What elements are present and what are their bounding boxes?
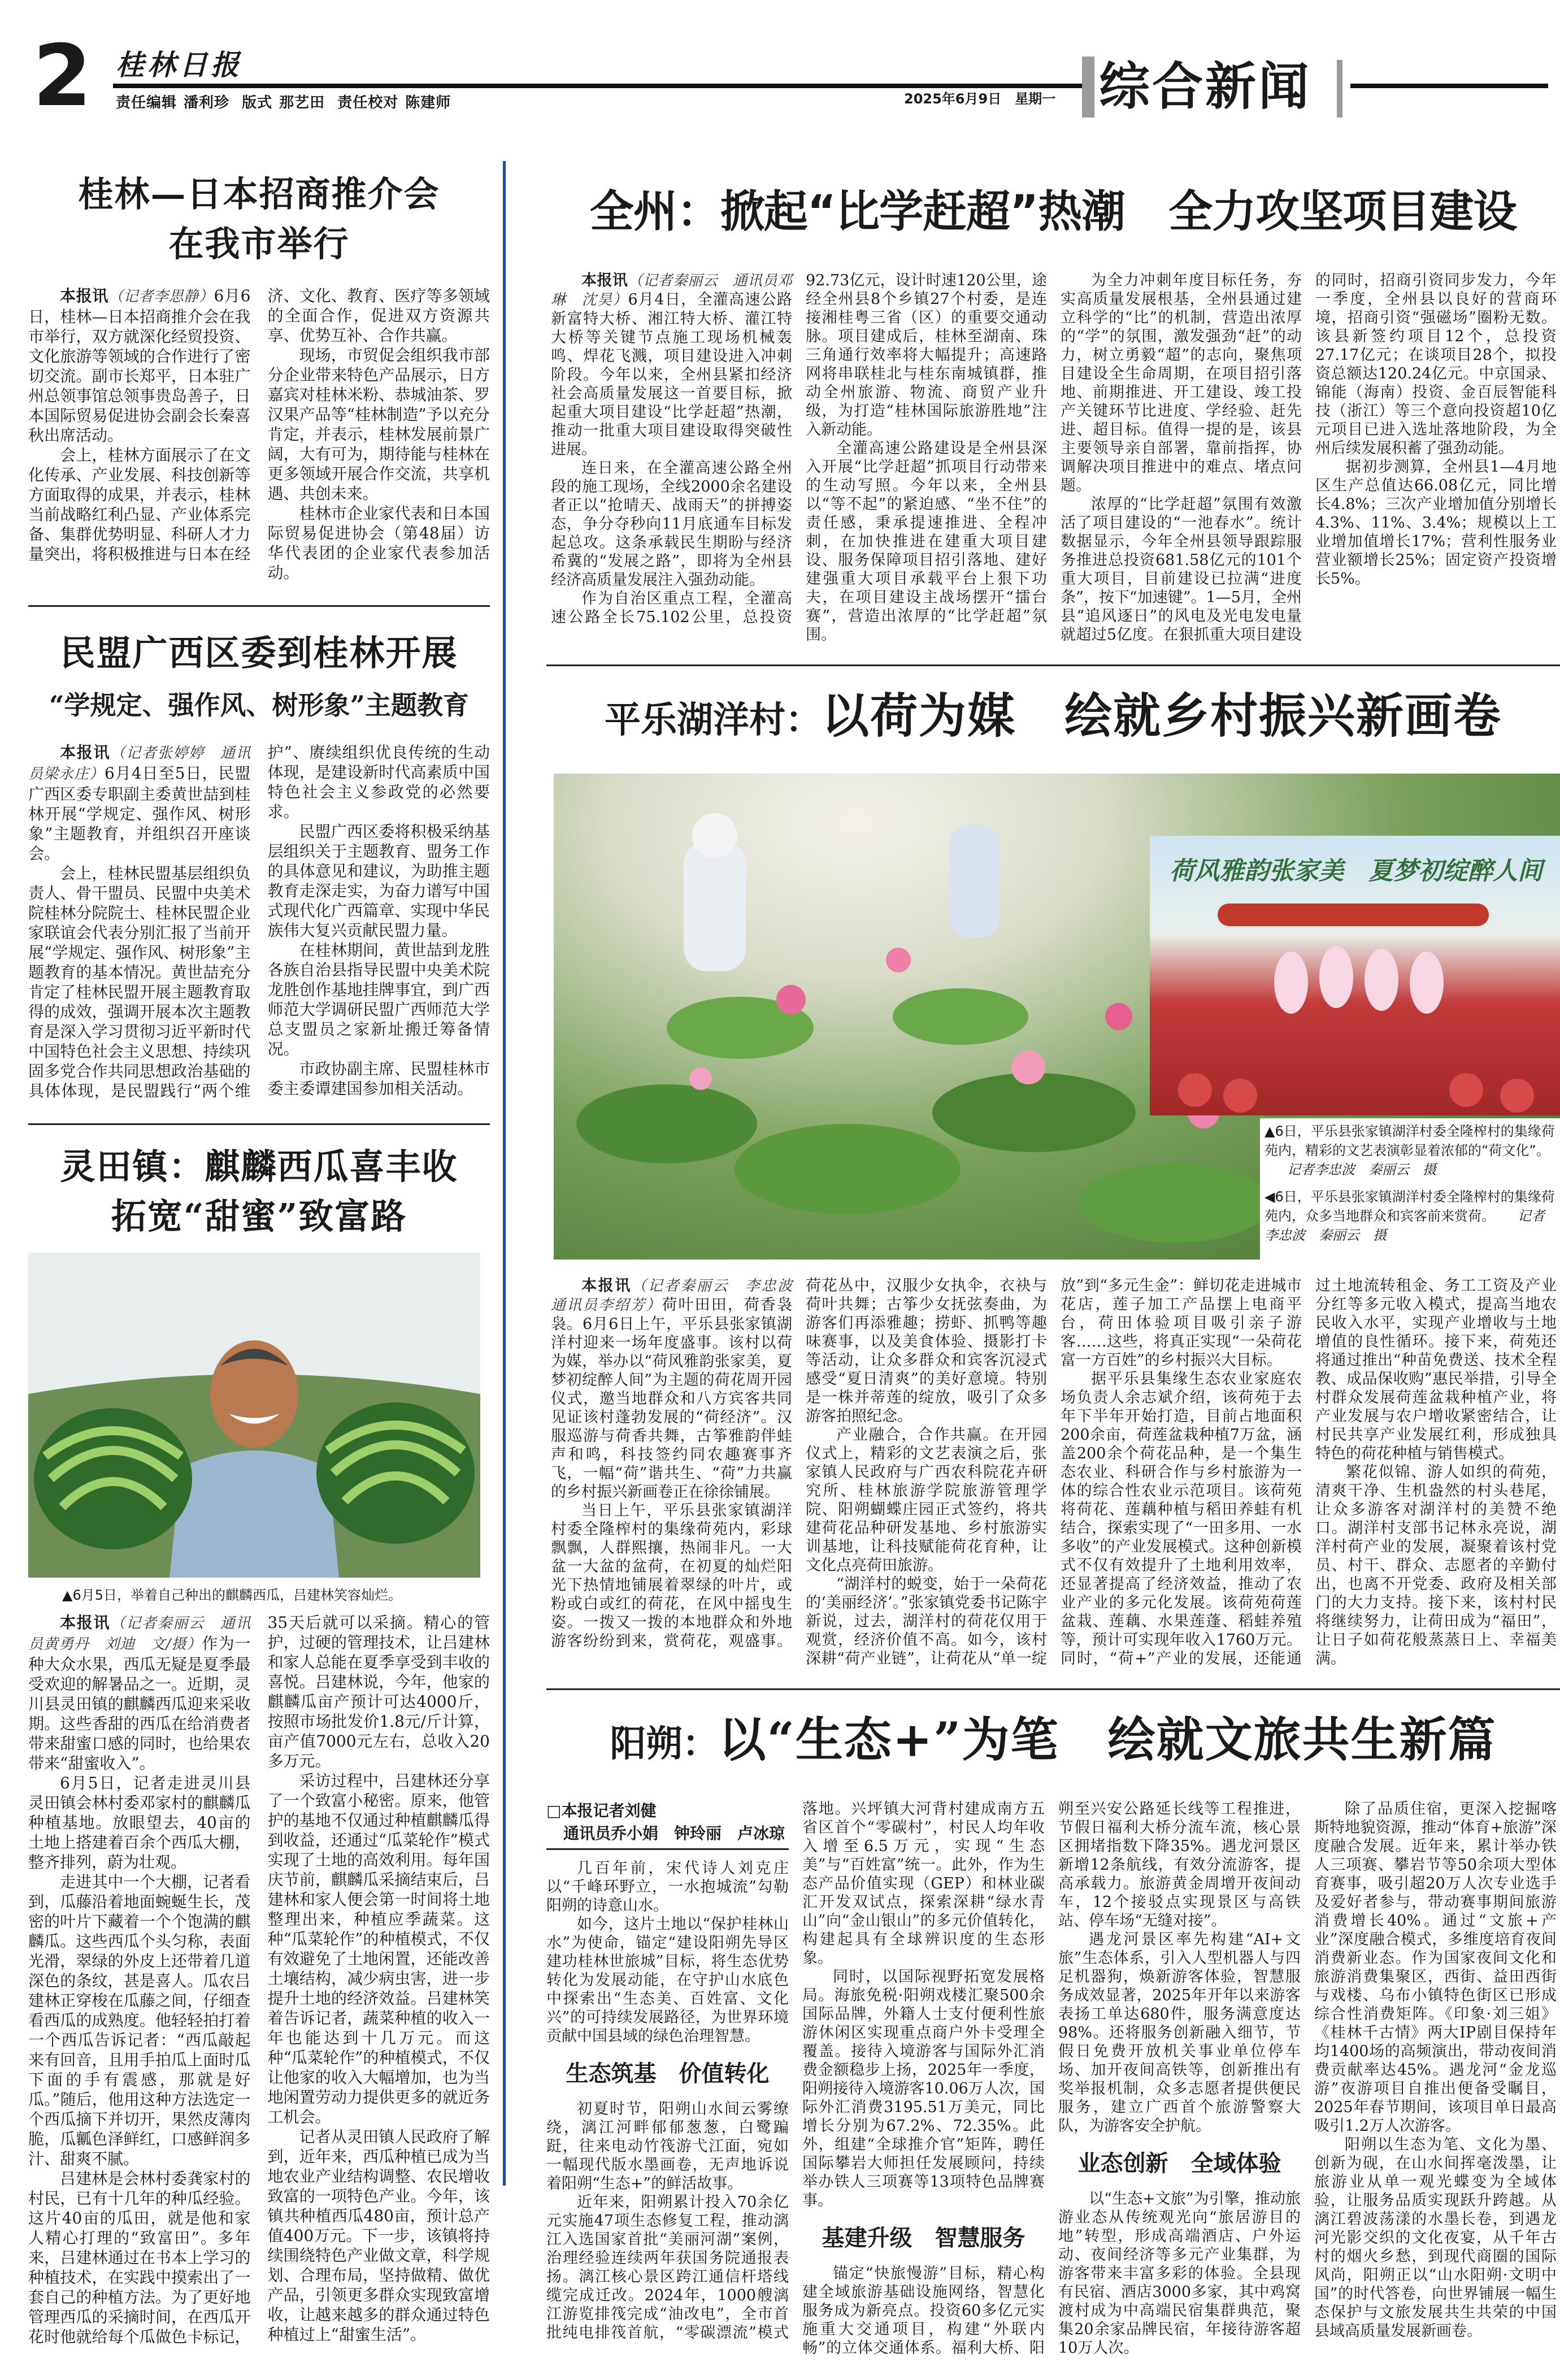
paragraph: 遇龙河景区率先构建“AI+文旅”生态体系，引入人型机器人与四足机器狗，焕新游客体验，智慧服务成效显著，2025年开年以来游客表扬工单达680件，服务满意度达98%。还将服务创新融入细节，节假日免费开放机关事业单位停车场、加开夜间高铁等，创新推出有奖举报机制，众多志愿者提供便民服务，建立广西首个旅游警察大队，为游客安全护航。 xyxy=(1058,1931,1301,2135)
watermelon-farmer-photo xyxy=(28,1253,480,1578)
caption-box xyxy=(1260,1118,1560,1260)
paragraph: 走进其中一个大棚，记者看到，瓜藤沿着地面蜿蜒生长，茂密的叶片下藏着一个个饱满的麒麟瓜。这些西瓜个头匀称，表面光滑，翠绿的外皮上还带着几道深色的条纹，甚是喜人。瓜农吕建林正穿梭在瓜藤之间，仔细查看西瓜的成熟度。他轻轻拍打着一个西瓜告诉记者：“西瓜敲起来有回音，且用手拍瓜上面时瓜下面的手有震感，那就是好瓜。”随后，他用这种方法选定一个西瓜摘下并切开，果然皮薄肉脆，瓜瓤色泽鲜红，口感鲜润多汁、甜爽不腻。 xyxy=(28,1873,251,2168)
newspaper-logo: 桂林日报 xyxy=(116,48,242,81)
photo-caption-watermelon: ▲6月5日，举着自己种出的麒麟西瓜，吕建林笑容灿烂。 xyxy=(62,1587,402,1603)
article-body-japan xyxy=(28,286,490,583)
headline-line: 拓宽“甜蜜”致富路 xyxy=(111,1196,407,1237)
article-body-pingle xyxy=(551,1276,1557,1668)
paragraph: 锚定“快旅慢游”目标，精心构建全域旅游基础设施网络，智慧化服务成为新亮点。投资60多亿元实施重大交通项目，构建“外联内畅”的立体交通体系。福利大桥、阳朔至兴安公路延长线等工程推进，节假日福利大桥分流车流，核心景区拥堵指数下降35%。遇龙河景区新增12条航线，有效分流游客，提高承载力。旅游黄金周增开夜间动车，12个接驳点实现景区与高铁站、停车场“无缝对接”。 xyxy=(802,1800,1301,2357)
caption-credit: 记者李忠波 秦丽云 摄 xyxy=(1264,1208,1545,1243)
lead-paragraph xyxy=(551,271,792,459)
paragraph: 市政协副主席、民盟桂林市委主委谭建国参加相关活动。 xyxy=(267,1059,490,1098)
farmer-illustration xyxy=(28,1253,480,1578)
paragraph: 据初步测算，全州县1—4月地区生产总值达66.08亿元，同比增长4.8%；三次产业增加值分别增长4.3%、11%、3.4%；规模以上工业增加值增长17%；营利性服务业营业额增长25%；固定资产投资增长5%。 xyxy=(1315,458,1557,588)
credit-label: 责任校对 xyxy=(337,94,399,111)
dateline-label: 本报讯 xyxy=(60,286,108,305)
headline-line: 桂林—日本招商推介会 xyxy=(78,173,440,215)
lead-paragraph xyxy=(28,742,251,863)
masthead-rule-right xyxy=(1350,84,1548,88)
headline-line: 在我市举行 xyxy=(168,223,350,264)
paragraph: 6月5日，记者走进灵川县灵田镇会林村委邓家村的麒麟瓜种植基地。放眼望去，40亩的土地上搭建着百余个西瓜大棚，整齐排列，蔚为壮观。 xyxy=(28,1774,251,1871)
photo-caption-1 xyxy=(1260,1118,1560,1179)
headline-line: 灵田镇：麒麟西瓜喜丰收 xyxy=(60,1146,458,1187)
article-body-watermelon xyxy=(28,1613,490,2347)
paragraph: 同时，以国际视野拓宽发展格局。海旅免税·阳朔戏楼汇聚500余国际品牌，外籍人士支付便利性旅游休闲区实现重点商户外卡受理全覆盖。接待入境游客与国际外汇消费金额稳步上扬，2025年一季度，阳朔接待入境游客10.06万人次，国际外汇消费3195.51万美元，同比增长分别为67.2%、72.35%。此外，组建“全球推介官”矩阵，聘任国际攀岩大师担任发展顾问，持续举办铁人三项赛等13项特色品牌赛事。 xyxy=(802,1968,1045,2209)
masthead-rule xyxy=(113,84,1082,88)
paragraph-text: 荷叶田田，荷香袅袅。6月6日上午，平乐县张家镇湖洋村迎来一场年度盛事。该村以荷为媒，举办以“荷风雅韵张家美，夏梦初绽醉人间”为主题的荷花周开园仪式，邀当地群众和八方宾客共同见证该村蓬勃发展的“荷经济”。汉服巡游与荷香共舞，古筝雅韵伴蛙声和鸣，科技签约同农趣赛事齐飞，一幅“荷”谐共生、“荷”力共赢的乡村振兴新画卷正在徐徐铺展。 xyxy=(551,1296,792,1501)
reporter-byline: （记者秦丽云 通讯员黄勇丹 刘迪 文/摄） xyxy=(28,1615,251,1653)
headline-minmeng xyxy=(28,626,490,730)
paragraph: 作为自治区重点工程，全灌高速公路全长75.102公里，总投资92.73亿元，设计时速120公里，途经全州县8个乡镇27个村委，是连接湘桂粤三省（区）的重要交通动脉。项目建成后，桂林至湖南、珠三角通行效率将大幅提升；高速路网将串联桂北与桂东南城镇群，推动全州旅游、物流、商贸产业升级，为打造“桂林国际旅游胜地”注入新动能。 xyxy=(551,272,1047,626)
paragraph: 采访过程中，吕建林还分享了一个致富小秘密。原来，他管护的基地不仅通过种植麒麟瓜得到收益，还通过“瓜菜轮作”模式实现了土地的高效利用。每年国庆节前，麒麟瓜采摘结束后，吕建林和家人便会第一时间将土地整理出来，种植应季蔬菜。这种“瓜菜轮作”的种植模式，不仅有效避免了土地闲置，还能改善土壤结构，减少病虫害，进一步提升土地的经济效益。吕建林笑着告诉记者，蔬菜种植的收入一年也能达到十几万元。而这种“瓜菜轮作”的种植模式，不仅让他家的收入大幅增加，也为当地闲置劳动力提供更多的就近务工机会。 xyxy=(267,1771,490,2126)
headline-pingle xyxy=(546,683,1560,762)
headline-kicker: 阳朔： xyxy=(610,1723,719,1765)
editor-credits xyxy=(116,93,458,112)
dateline-label: 本报讯 xyxy=(581,272,628,289)
headline-yangshuo xyxy=(546,1707,1560,1786)
caption-text: ◀6日，平乐县张家镇湖洋村委全隆榨村的集缘荷苑内，众多当地群众和宾客前来赏荷。 xyxy=(1264,1189,1555,1224)
paragraph-text: 6月4日，全灌高速公路新富特大桥、湘江特大桥、灌江特大桥等关键节点施工现场机械轰鸣、焊花飞溅，项目建设进入冲刺阶段。今年以来，全州县紧扣经济社会高质量发展这一首要目标，掀起重大项目建设“比学赶超”热潮，推动一批重大项目建设取得突破性进展。 xyxy=(551,291,792,458)
paragraph: 浓厚的“比学赶超”氛围有效激活了项目建设的“一池春水”。统计数据显示，今年全州县领导跟踪服务推进总投资681.58亿元的101个重大项目，目前建设已拉满“进度条”，按下“加速键”。1—5月，全州县“追风逐日”的风电及光电发电量就超过5亿度。在狠抓重大项目建设的同时，招商引资同步发力，今年一季度，全州县以良好的营商环境，招商引资“强磁场”圈粉无数。该县新签约项目12个，总投资27.17亿元；在谈项目28个，拟投资总额达120.24亿元。中京国录、锦能（海南）投资、金百辰智能科技（浙江）等三个意向投资超10亿元项目已进入选址落地阶段，为全州后续发展积蓄了强劲动能。 xyxy=(1061,272,1557,644)
reporter-byline: □本报记者刘健 xyxy=(546,1801,657,1820)
photo-caption-2 xyxy=(1260,1179,1560,1245)
paragraph: 桂林市企业家代表和日本国际贸易促进协会（第48届）访华代表团的企业家代表参加活动。 xyxy=(267,504,490,582)
paragraph: 在桂林期间，黄世喆到龙胜各族自治县指导民盟中央美术院龙胜创作基地挂牌事宜，到广西师范大学调研民盟广西师范大学总支盟员之家新址搬迁筹备情况。 xyxy=(267,941,490,1058)
lead-paragraph xyxy=(551,1276,807,1501)
column-divider xyxy=(503,161,506,2186)
paragraph: 会上，桂林民盟基层组织负责人、骨干盟员、民盟中央美术院桂林分院院士、桂林民盟企业家联谊会代表分别汇报了当前开展“学规定、强作风、树形象”主题教育的基本情况。黄世喆充分肯定了桂林民盟开展主题教育取得的成效，强调开展本次主题教育是深入学习贯彻习近平新时代中国特色社会主义思想、持续巩固多党合作共同思想政治基础的具体体现，是民盟践行“两个维护”、赓续组织优良传统的生动体现，是建设新时代高素质中国特色社会主义参政党的必然要求。 xyxy=(28,743,490,1100)
reporter-byline: （记者秦丽云 通讯员邓琳 沈昊） xyxy=(551,272,792,309)
divider xyxy=(28,1123,490,1125)
headline-line: “学规定、强作风、树形象”主题教育 xyxy=(49,690,469,720)
section-bar-left xyxy=(1082,57,1094,118)
dateline-label: 本报讯 xyxy=(581,1277,632,1295)
paragraph: 除了品质住宿，更深入挖掘喀斯特地貌资源，推动“体育+旅游”深度融合发展。近年来，累计举办铁人三项赛、攀岩节等50余项大型体育赛事，吸引超20万人次专业选手及爱好者参与，带动赛事期间旅游消费增长40%。通过“文旅+产业”深度融合模式，多维度培育夜间消费新业态。作为国家夜间文化和旅游消费集聚区，西街、益田西街与戏楼、乌布小镇特色街区已形成综合性消费矩阵。《印象·刘三姐》《桂林千古情》两大IP剧目保持年均1400场的高频演出，带动夜间消费贡献率达45%。遇龙河“金龙巡游”夜游项目自推出便备受瞩目，2025年春节期间，该项目单日最高吸引1.2万人次游客。 xyxy=(1314,1800,1557,2135)
paragraph-text: 作为一种大众水果，西瓜无疑是夏季最受欢迎的解暑品之一。近期，灵川县灵田镇的麒麟西瓜迎来采收期。这些香甜的西瓜在给消费者带来甜蜜口感的同时，也给果农带来“甜蜜收入”。 xyxy=(28,1634,251,1773)
reporter-byline: （记者李思静） xyxy=(108,288,214,305)
caption-text: ▲6日，平乐县张家镇湖洋村委全隆榨村的集缘荷苑内，精彩的文艺表演彰显着浓郁的“荷文化”。 xyxy=(1264,1123,1555,1158)
lead-paragraph xyxy=(28,1613,251,1773)
subheading: 业态创新 全域体验 xyxy=(1077,2151,1281,2177)
event-banner: 荷风雅韵张家美 夏梦初绽醉人间 xyxy=(1170,857,1542,885)
paragraph: “湖洋村的蜕变，始于一朵荷花的‘美丽经济’。”张家镇党委书记陈宇新说，过去，湖洋村的荷花仅用于观赏，经济价值不高。如今，该村深耕“荷产业链”，让荷花从“单一绽放”到“多元生金”：鲜切花走进城市花店，莲子加工产品摆上电商平台，荷田体验项目吸引亲子游客……这些，将真正实现“一朵荷花富一方百姓”的乡村振兴大目标。 xyxy=(806,1277,1302,1667)
reporter-byline: 通讯员乔小娟 钟玲丽 卢冰琼 xyxy=(546,1822,789,1850)
section-bar-right xyxy=(1337,60,1342,118)
paragraph: 连日来，在全灌高速公路全州段的施工现场，全线2000余名建设者正以“抢晴天、战雨天”的拼搏姿态，争分夺秒向11月底通车目标发起总攻。这条承载民生期盼与经济希冀的“发展之路”，即将为全州县经济高质量发展注入强劲动能。 xyxy=(551,459,792,589)
reporter-byline: （记者秦丽云 李忠波 通讯员李绍芳） xyxy=(551,1278,807,1314)
paragraph: 据平乐县集缘生态农业家庭农场负责人余志斌介绍，该荷苑于去年下半年开始打造，目前占地面积200余亩，荷莲盆栽种植7万盆，涵盖200余个荷花品种，是一个集生态农业、科研合作与乡村旅游为一体的综合性农业示范项目。该荷苑将荷花、莲藕种植与稻田养蛙有机结合，探索实现了“一田多用、一水多收”的产业发展模式。这种创新模式不仅有效提升了土地利用效率，还显著提高了经济效益，推动了农业产业的多元化发展。该荷苑荷莲盆栽、莲藕、水果莲蓬、稻蛙养殖等，预计可实现年收入1760万元。同时，“荷+”产业的发展，还能通过土地流转租金、务工工资及产业分红等多元收入模式，提高当地农民收入水平，实现产业增收与土地增值的良性循环。接下来，荷苑还将通过推出“种苗免费送、技术全程教、成品保收购”惠民举措，引导全村群众发展荷莲盆栽种植产业，将产业发展与农户增收紧密结合，让村民共享产业发展红利，形成独具特色的荷花种植与销售模式。 xyxy=(1061,1277,1557,1667)
paragraph: 当日上午，平乐县张家镇湖洋村委全隆榨村的集缘荷苑内，彩球飘飘，人群熙攘，热闹非凡。一大盆一大盆的盆荷，在初夏的灿烂阳光下热情地铺展着翠绿的叶片，或粉或白或红的荷花，在风中摇曳生姿。一拨又一拨的本地群众和外地游客纷纷到来，赏荷花，观盛事。荷花丛中，汉服少女执伞，衣袂与荷叶共舞；古筝少女抚弦奏曲，为游客们再添雅趣；捞虾、抓鸭等趣味赛事，以及美食体验、摄影打卡等活动，让众多群众和宾客沉浸式感受“夏日清爽”的美好意境。特别是一株并蒂莲的绽放，吸引了众多游客拍照纪念。 xyxy=(551,1277,1047,1650)
credit-label: 责任编辑 xyxy=(116,94,177,111)
article-body-minmeng xyxy=(28,742,490,1101)
paragraph: 初夏时节，阳朔山水间云雾缭绕，漓江河畔郁郁葱葱，白鹭蹁跹，往来电动竹筏游弋江面，宛如一幅现代版水墨画卷，无声地诉说着阳朔“生态+”的鲜活故事。 xyxy=(546,2100,789,2192)
paragraph: 会上，桂林方面展示了在文化传承、产业发展、科技创新等方面取得的成果，并表示，桂林当前战略红利凸显、产业体系完备、集群优势明显、科研人才力量突出，将积极推进与日本在经济、文化、教育、医疗等多领域的全面合作，促进双方资源共享、优势互补、合作共赢。 xyxy=(28,286,490,563)
divider xyxy=(546,665,1560,666)
left-column xyxy=(28,170,490,2347)
paragraph-text: 6月6日，桂林—日本招商推介会在我市举行，双方就深化经贸投资、文化旅游等领域的合作进行了密切交流。副市长郑平，日本驻广州总领事馆总领事贵岛善子，日本国际贸易促进协会副会长秦喜秋出席活动。 xyxy=(28,286,251,445)
paragraph: 阳朔以生态为笔、文化为墨、创新为砚，在山水间挥毫泼墨，让旅游业从单一观光蝶变为全域体验，让服务品质实现跃升跨越。从漓江碧波荡漾的水墨长卷，到遇龙河光影交织的文化夜宴，从千年古村的烟火乡愁，到现代商圈的国际风尚，阳朔正以“山水阳朔·文明中国”的时代答卷，向世界铺展一幅生态保护与文旅发展共生共荣的中国县域高质量发展新画卷。 xyxy=(1314,2136,1557,2340)
credit-label: 版式 xyxy=(242,94,273,111)
section-title: 综合新闻 xyxy=(1099,57,1311,116)
paragraph: 为全力冲刺年度目标任务，夯实高质量发展根基，全州县通过建立科学的“比”的机制，营造出浓厚的“学”的氛围，激发强劲“赶”的动力，树立勇毅“超”的志向，聚焦项目建设全生命周期，在项目招引落地、前期推进、开工建设、竣工投产关键环节比进度、学经验、赶先进、超目标。值得一提的是，该县主要领导亲自部署，靠前指挥，协调解决项目推进中的难点、堵点问题。 xyxy=(1061,272,1302,494)
paragraph: 记者从灵田镇人民政府了解到，近年来，西瓜种植已成为当地农业产业结构调整、农民增收致富的一项特色产业。今年，该镇共种植西瓜480亩，预计总产值400万元。下一步，该镇将持续围绕特色产业做文章，科学规划、合理布局，坚持做精、做优产品，引领更多群众实现致富增收，让越来越多的群众通过特色种植过上“甜蜜生活”。 xyxy=(267,2127,490,2344)
article-body-yangshuo xyxy=(546,1800,1557,2357)
credit-name: 那艺田 xyxy=(279,94,325,111)
reporter-byline: （记者张婷婷 通讯员梁永庄） xyxy=(28,745,251,783)
photo-area xyxy=(546,774,1560,1260)
paragraph-text: 6月4日至5日，民盟广西区委专职副主委黄世喆到桂林开展“学规定、强作风、树形象”主题教育，并组织召开座谈会。 xyxy=(28,764,251,863)
headline-japan xyxy=(28,170,490,269)
paragraph: 以“生态+文旅”为引擎，推动旅游业态从传统观光向“旅居游目的地”转型，形成高端酒店、户外运动、夜间经济等多元产业集群，为游客带来丰富多彩的体验。全县现有民宿、酒店3000多家，其中鸡窝渡村成为中高端民宿集群典范，聚集20余家品牌民宿，年接待游客超10万人次。 xyxy=(1058,2190,1301,2357)
paragraph: 近年来，阳朔累计投入70余亿元实施47项生态修复工程，推动漓江入选国家首批“美丽河湖”案例，治理经验连续两年获国务院通报表扬。漓江核心景区跨江通信杆塔线缆完成迁改。2024年，1000艘漓江游览排筏完成“油改电”，全市首批纯电排筏首航，“零碳漂流”模式落地。兴坪镇大河背村建成南方五省区首个“零碳村”，村民人均年收入增至6.5万元，实现“生态美”与“百姓富”统一。此外，作为生态产品价值实现（GEP）和林业碳汇开发双试点，探索深耕“绿水青山”向“金山银山”的多元价值转化，构建起具有全球辨识度的生态形象。 xyxy=(546,1800,1045,2342)
paragraph: 几百年前，宋代诗人刘克庄以“千峰环野立，一水抱城流”勾勒阳朔的诗意山水。 xyxy=(546,1860,789,1914)
performance-inset-photo xyxy=(1150,836,1560,1115)
subheading: 生态筑基 价值转化 xyxy=(566,2061,770,2087)
right-column xyxy=(546,175,1560,2380)
headline-watermelon xyxy=(28,1142,490,1241)
paragraph: 如今，这片土地以“保护桂林山水”为使命，锚定“建设阳朔先导区 建功桂林世旅城”目标，将生态优势转化为发展动能，在守护山水底色中探索出“生态美、百姓富、文化兴”的可持续发展路径，为世界环境贡献中国县域的绿色治理智慧。 xyxy=(546,1916,804,2045)
headline-kicker: 平乐湖洋村： xyxy=(604,699,822,741)
paragraph: 全灌高速公路建设是全州县深入开展“比学赶超”抓项目行动带来的生动写照。今年以来，全州县以“等不起”的紧迫感、“坐不住”的责任感，秉承提速推进、全程冲刺，在加快推进在建重大项目建设、服务保障项目招引落地、建好建强重大项目承载平台上狠下功夫，在项目建设主战场摆开“擂台赛”，营造出浓厚的“比学赶超”氛围。 xyxy=(806,440,1047,644)
issue-date: 2025年6月9日 星期一 xyxy=(904,91,1056,107)
page-number: 2 xyxy=(33,27,92,125)
caption-credit: 记者李忠波 秦丽云 摄 xyxy=(1287,1162,1436,1178)
paragraph: 繁花似锦、游人如织的荷苑，清爽干净、生机盎然的村头巷尾，让众多游客对湖洋村的美赞不绝口。湖洋村支部书记林永亮说，湖洋村荷产业的发展，凝聚着该村党员、村干、群众、志愿者的辛勤付出，也离不开党委、政府及相关部门的大力支持。接下来，该村村民将继续努力，让荷田成为“福田”，让日子如荷花般蒸蒸日上、幸福美满。 xyxy=(1315,1463,1557,1667)
article-body-quanzhou xyxy=(551,271,1557,644)
lead-paragraph xyxy=(28,286,251,445)
subheading: 基建升级 智慧服务 xyxy=(822,2225,1025,2251)
credit-name: 陈建师 xyxy=(405,94,451,111)
divider xyxy=(546,1688,1560,1690)
headline-line: 民盟广西区委到桂林开展 xyxy=(60,632,458,674)
dateline-label: 本报讯 xyxy=(60,743,111,762)
credit-name: 潘利珍 xyxy=(184,94,230,111)
paragraph: 现场，市贸促会组织我市部分企业带来特色产品展示，日方嘉宾对桂林米粉、恭城油茶、罗汉果产品等“桂林制造”予以充分肯定，并表示，桂林发展前景广阔，大有可为，期待能与桂林在更多领域开展合作交流，共享机遇、共创未来。 xyxy=(267,346,490,503)
headline-main: 以荷为媒 绘就乡村振兴新画卷 xyxy=(821,688,1502,744)
paragraph: 民盟广西区委将积极采纳基层组织关于主题教育、盟务工作的具体意见和建议，为助推主题教育走深走实，为奋力谱写中国式现代化广西篇章、实现中华民族伟大复兴贡献民盟力量。 xyxy=(267,822,490,940)
performers-illustration xyxy=(1150,836,1560,1115)
paragraph: 产业融合，合作共赢。在开园仪式上，精彩的文艺表演之后，张家镇人民政府与广西农科院花卉研究所、桂林旅游学院旅游管理学院、阳朔蝴蝶庄园正式签约，将共建荷花品种研发基地、乡村旅游实训基地，让科技赋能荷花育种，让文化点亮荷田旅游。 xyxy=(806,1426,1047,1574)
headline-quanzhou: 全州：掀起“比学赶超”热潮 全力攻坚项目建设 xyxy=(589,186,1517,237)
divider xyxy=(28,605,490,607)
headline-main: 以“生态+”为笔 绘就文旅共生新篇 xyxy=(718,1712,1497,1767)
paragraph: 吕建林是会林村委龚家村的村民，已有十几年的种瓜经验。这片40亩的瓜田，就是他和家人精心打理的“致富田”。多年来，吕建林通过在书本上学习的种植技术，在实践中摸索出了一套自己的种植方法。为了更好地管理西瓜的采摘时间，在西瓜开花时他就给每个瓜做色卡标记，35天后就可以采摘。精心的管护，过硬的管理技术，让吕建林和家人总能在夏季享受到丰收的喜悦。吕建林说，今年，他家的麒麟瓜亩产预计可达4000斤，按照市场批发价1.8元/斤计算，亩产值7000元左右，总收入20多万元。 xyxy=(28,1613,490,2346)
dateline-label: 本报讯 xyxy=(60,1613,111,1632)
